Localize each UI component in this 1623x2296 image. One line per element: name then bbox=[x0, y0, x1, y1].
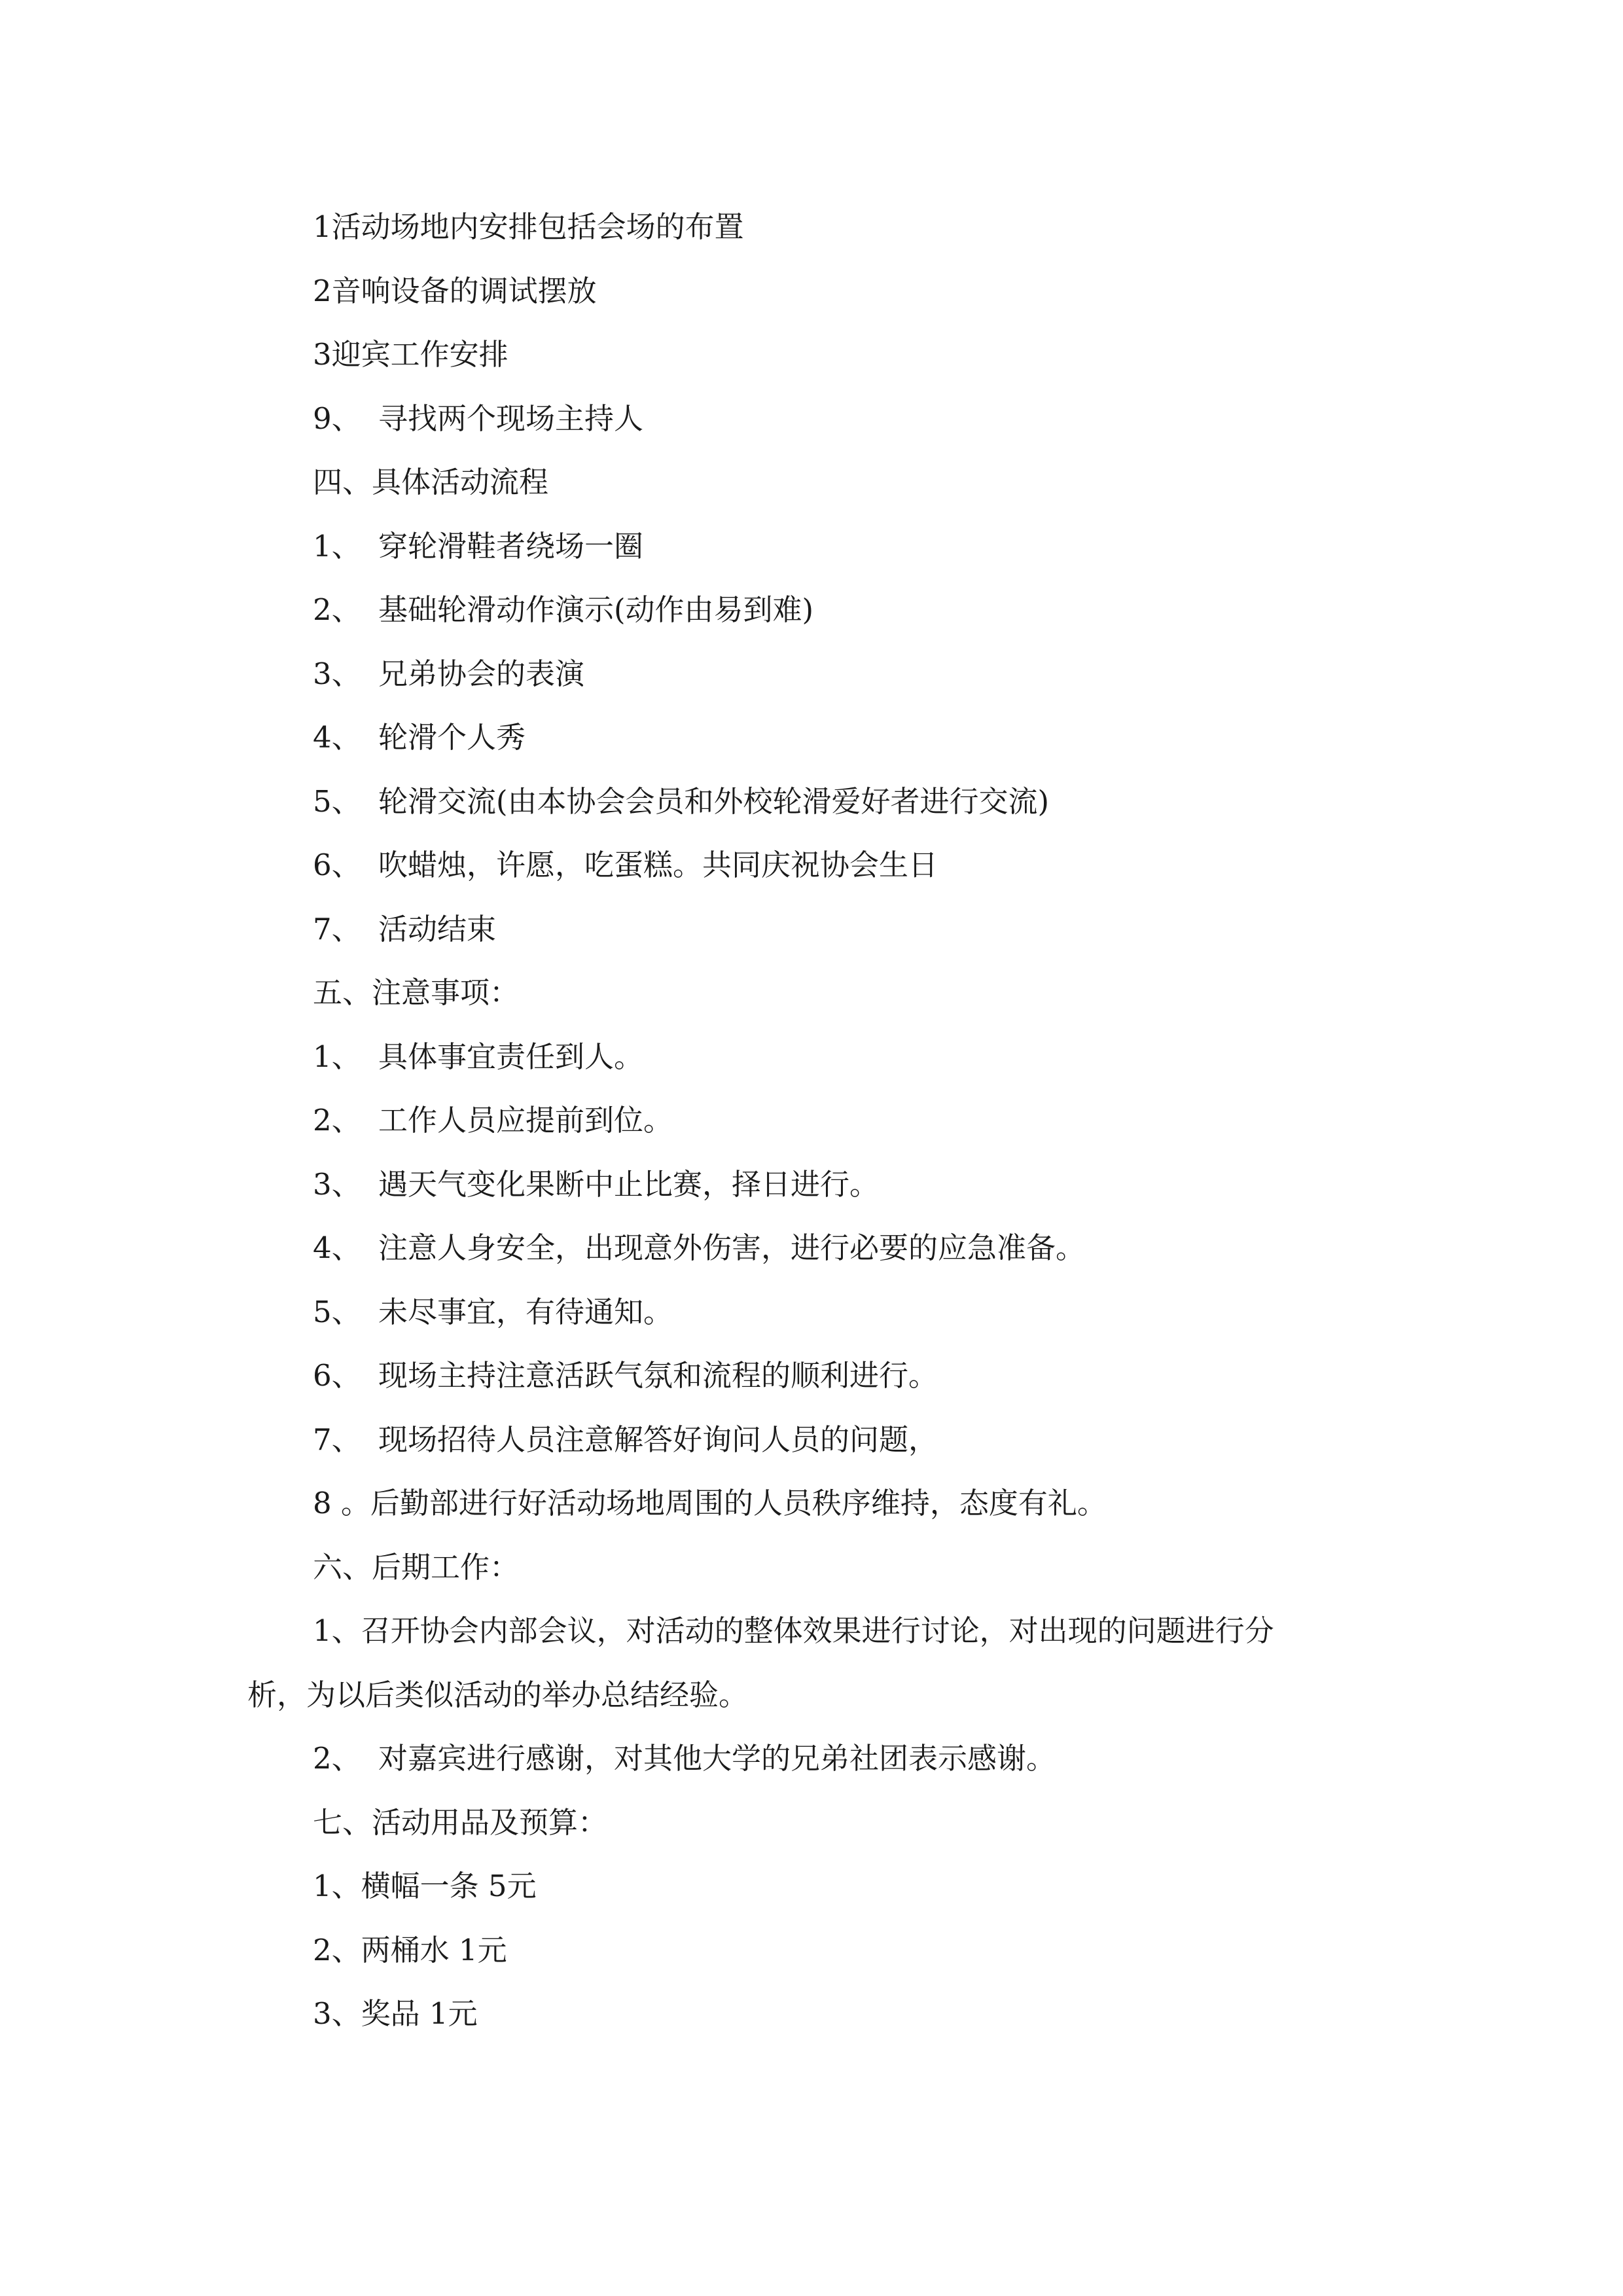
document-body bbox=[0, 195, 1623, 2046]
paragraph-line bbox=[0, 1599, 1623, 1663]
list-number: 4、 bbox=[313, 720, 361, 755]
line-text: 8 。后勤部进行好活动场地周围的人员秩序维持，态度有礼。 bbox=[313, 1486, 1107, 1520]
list-number: 5、 bbox=[313, 1294, 361, 1329]
list-item bbox=[0, 642, 1623, 706]
list-item bbox=[0, 1408, 1623, 1472]
list-number: 2、 bbox=[313, 1741, 361, 1776]
section-heading bbox=[0, 1791, 1623, 1855]
list-item bbox=[0, 833, 1623, 897]
list-item bbox=[0, 1727, 1623, 1791]
line-text: 1、横幅一条 5元 bbox=[313, 1869, 537, 1903]
list-item bbox=[0, 706, 1623, 770]
line-text: 工作人员应提前到位。 bbox=[378, 1103, 673, 1138]
text-line bbox=[0, 259, 1623, 323]
line-text: 兄弟协会的表演 bbox=[378, 656, 585, 691]
paragraph-line bbox=[0, 1663, 1623, 1727]
section-heading bbox=[0, 1535, 1623, 1600]
list-number: 9、 bbox=[313, 401, 361, 436]
list-number: 7、 bbox=[313, 911, 361, 946]
line-text: 对嘉宾进行感谢，对其他大学的兄弟社团表示感谢。 bbox=[378, 1741, 1056, 1776]
line-text: 析，为以后类似活动的举办总结经验。 bbox=[247, 1677, 749, 1712]
list-number: 1、 bbox=[313, 528, 361, 564]
section-heading bbox=[0, 450, 1623, 514]
list-item bbox=[0, 578, 1623, 642]
line-text: 注意人身安全，出现意外伤害，进行必要的应急准备。 bbox=[378, 1230, 1086, 1265]
line-text: 未尽事宜，有待通知。 bbox=[378, 1294, 673, 1329]
line-text: 1、召开协会内部会议，对活动的整体效果进行讨论，对出现的问题进行分 bbox=[313, 1613, 1274, 1648]
list-number: 2、 bbox=[313, 1103, 361, 1138]
text-line bbox=[0, 1471, 1623, 1535]
line-text: 七、活动用品及预算： bbox=[313, 1804, 608, 1840]
line-text: 轮滑个人秀 bbox=[378, 720, 526, 755]
list-number: 6、 bbox=[313, 848, 361, 882]
list-number: 3、 bbox=[313, 1166, 361, 1202]
line-text: 2音响设备的调试摆放 bbox=[313, 273, 597, 308]
line-text: 现场主持注意活跃气氛和流程的顺利进行。 bbox=[378, 1358, 938, 1393]
line-text: 五、注意事项： bbox=[313, 975, 520, 1010]
list-number: 7、 bbox=[313, 1422, 361, 1457]
budget-item bbox=[0, 1918, 1623, 1982]
line-text: 遇天气变化果断中止比赛，择日进行。 bbox=[378, 1166, 880, 1202]
list-number: 5、 bbox=[313, 783, 361, 819]
line-text: 1活动场地内安排包括会场的布置 bbox=[313, 209, 744, 244]
line-text: 现场招待人员注意解答好询问人员的问题， bbox=[378, 1422, 938, 1457]
line-text: 吹蜡烛，许愿，吃蛋糕。共同庆祝协会生日 bbox=[378, 848, 938, 882]
budget-item bbox=[0, 1982, 1623, 2046]
section-heading bbox=[0, 961, 1623, 1025]
list-number: 2、 bbox=[313, 592, 361, 627]
line-text: 3迎宾工作安排 bbox=[313, 337, 508, 372]
list-item bbox=[0, 1216, 1623, 1280]
line-text: 六、后期工作： bbox=[313, 1549, 520, 1585]
line-text: 轮滑交流(由本协会会员和外校轮滑爱好者进行交流) bbox=[378, 783, 1050, 819]
line-text: 3、奖品 1元 bbox=[313, 1996, 478, 2031]
budget-item bbox=[0, 1854, 1623, 1918]
list-number: 6、 bbox=[313, 1358, 361, 1393]
line-text: 2、两桶水 1元 bbox=[313, 1932, 507, 1967]
line-text: 寻找两个现场主持人 bbox=[378, 401, 644, 436]
line-text: 基础轮滑动作演示(动作由易到难) bbox=[378, 592, 814, 627]
list-item bbox=[0, 1344, 1623, 1408]
list-number: 4、 bbox=[313, 1230, 361, 1265]
list-item bbox=[0, 514, 1623, 579]
list-item bbox=[0, 897, 1623, 961]
list-item bbox=[0, 387, 1623, 451]
list-number: 3、 bbox=[313, 656, 361, 691]
list-item bbox=[0, 1280, 1623, 1344]
text-line bbox=[0, 195, 1623, 259]
list-item bbox=[0, 1153, 1623, 1217]
line-text: 具体事宜责任到人。 bbox=[378, 1039, 644, 1074]
text-line bbox=[0, 323, 1623, 387]
list-item bbox=[0, 770, 1623, 834]
list-number: 1、 bbox=[313, 1039, 361, 1074]
line-text: 活动结束 bbox=[378, 911, 497, 946]
list-item bbox=[0, 1025, 1623, 1089]
list-item bbox=[0, 1088, 1623, 1153]
line-text: 四、具体活动流程 bbox=[313, 465, 549, 499]
line-text: 穿轮滑鞋者绕场一圈 bbox=[378, 528, 644, 564]
